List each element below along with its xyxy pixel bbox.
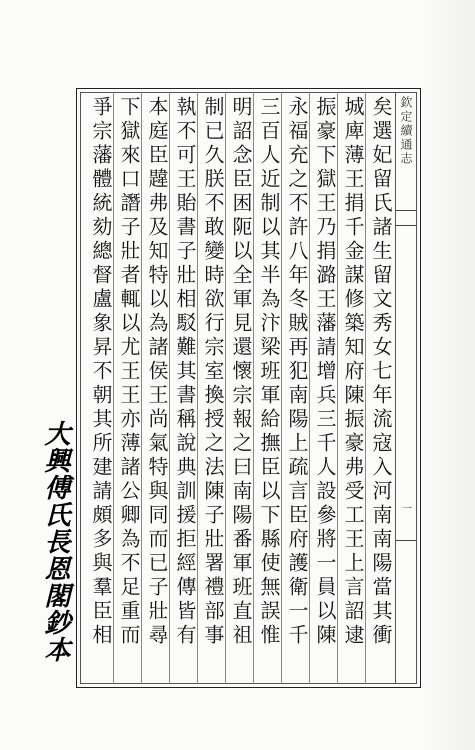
column-rule bbox=[225, 92, 226, 684]
text-column-5: 三百人近制以其半為汴梁班軍給撫臣以下縣使無誤惟 bbox=[257, 96, 281, 648]
column-rule bbox=[337, 92, 338, 684]
fold-margin-column bbox=[395, 92, 418, 684]
fold-band-upper bbox=[396, 210, 417, 226]
column-rule bbox=[169, 92, 170, 684]
text-column-7: 制已久朕不敢變時欲行宗室換授之法陳子壯署禮部事 bbox=[201, 96, 225, 648]
column-rule bbox=[309, 92, 310, 684]
column-rule bbox=[141, 92, 142, 684]
text-column-2: 城庳薄王捐千金謀修築知府陳振豪弗受工王上言詔逮 bbox=[341, 96, 365, 648]
text-column-8: 執不可王貽書子壯相駁難其書稱說典訓援拒經傳皆有 bbox=[173, 96, 197, 648]
column-rule bbox=[113, 92, 114, 684]
margin-page-mark: 一 bbox=[402, 504, 412, 515]
column-rule bbox=[281, 92, 282, 684]
fold-band-lower bbox=[396, 540, 417, 551]
text-column-11: 爭宗藩體統劾總督盧象昇不朝其所建請頗多與羣臣相 bbox=[89, 96, 113, 648]
text-column-3: 振豪下獄王乃捐潞王藩請增兵三千人設參將一員以陳 bbox=[313, 96, 337, 648]
library-colophon: 大興傅氏長恩閣鈔本 bbox=[40, 420, 70, 663]
text-column-4: 永福充之不許八年冬賊再犯南陽上疏言臣府護衛一千 bbox=[285, 96, 309, 648]
column-rule bbox=[253, 92, 254, 684]
text-column-10: 下獄來口譖子壯者輒以尤王王亦薄諸公卿為不足重而 bbox=[117, 96, 141, 648]
scan-edge-shadow bbox=[420, 0, 475, 750]
text-column-1: 矣選妃留氏諸生留文秀女七年流寇入河南南陽當其衝 bbox=[369, 96, 393, 648]
column-rule bbox=[365, 92, 366, 684]
margin-book-title: 欽定續通志 bbox=[399, 96, 413, 166]
column-rule bbox=[197, 92, 198, 684]
text-column-9: 本庭臣韙弗及知特以為諸侯王尚氣特與同而已子壯尋 bbox=[145, 96, 169, 648]
text-column-6: 明詔念臣困阨以全軍見還懷宗報之曰南陽番軍班直祖 bbox=[229, 96, 253, 648]
